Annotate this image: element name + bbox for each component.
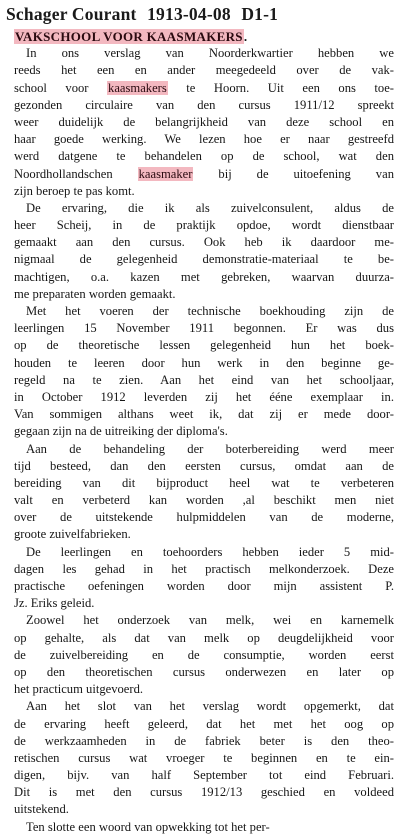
line-text: gezonden circulaire van den cursus 1911/12 spreekt <box>14 97 394 112</box>
text-line <box>14 458 394 475</box>
line-text: practische oefeningen worden door mijn assistent P. <box>14 579 394 593</box>
line-text: in October 1912 leverden zij het ééne exemplaar in. <box>14 389 394 404</box>
text-line <box>14 578 394 595</box>
line-text: gemaakt aan den cursus. Ook heb ik daardoor me- <box>14 235 394 250</box>
text-line <box>14 612 394 629</box>
text-line <box>14 544 394 561</box>
line-text: heer Scheij, in de praktijk opdoe, wordt dienstbaar <box>14 218 394 233</box>
line-text: nigmaal de gelegenheid demonstratie-materiaal te be- <box>14 252 394 267</box>
text-line <box>14 509 394 526</box>
text-line <box>14 406 394 423</box>
text-line <box>14 148 394 165</box>
text-line <box>14 183 394 200</box>
text-line <box>14 372 394 389</box>
line-text: me preparaten worden gemaakt. <box>14 286 176 301</box>
article-clipping <box>14 28 395 834</box>
text-line <box>14 698 394 715</box>
line-text: digen, bijv. van half September tot eind Februari. <box>14 768 394 783</box>
line-text: dagen les gehad in het practisch melkonderzoek. Deze <box>14 561 394 576</box>
title-part-3: . <box>243 29 248 44</box>
text-line <box>14 303 394 320</box>
text-line <box>14 45 394 62</box>
line-text: Aan het slot van het verslag wordt opgemerkt, dat <box>26 699 394 714</box>
text-line <box>14 526 394 543</box>
text-line <box>14 251 394 268</box>
line-text: op den theoretischen cursus onderwezen en later op <box>14 664 394 679</box>
line-text: de ervaring heeft geleerd, dat het met het oog op <box>14 716 394 731</box>
text-line <box>14 664 394 681</box>
line-text: groote zuivelfabrieken. <box>14 527 131 542</box>
line-text: retischen cursus wat vroeger te beginnen en te ein- <box>14 750 394 765</box>
line-text: machtigen, o.a. kazen met gebreken, waarvan duurza- <box>14 269 394 284</box>
line-text: Jz. Eriks geleid. <box>14 596 95 611</box>
title-keyword: KAASMAKERS <box>146 29 243 44</box>
line-text: weer duidelijk de belangrijkheid van deze school en <box>14 114 394 129</box>
text-line <box>14 166 394 183</box>
line-text: de werkzaamheden in de fabriek beter is den theo- <box>14 733 394 748</box>
title-highlight <box>14 29 244 44</box>
article-title <box>14 28 394 45</box>
line-text: op gehalte, als dat van melk op deugdelijkheid voor <box>14 630 394 645</box>
text-line <box>14 320 394 337</box>
line-text: Met het voeren der technische boekhouding zijn de <box>26 304 394 318</box>
text-line <box>14 355 394 372</box>
line-text: Noordhollandschen <box>14 166 138 181</box>
line-text: op de theoretische lessen gelegenheid hun het boek- <box>14 338 394 353</box>
text-line <box>14 131 394 148</box>
text-line <box>14 750 394 767</box>
text-line <box>14 716 394 733</box>
line-text: houden te leeren door hun werk in den beginne ge- <box>14 355 394 370</box>
line-text: In ons verslag van Noorderkwartier hebben we <box>26 46 394 61</box>
text-line <box>14 630 394 647</box>
text-line <box>14 784 394 801</box>
text-line <box>14 595 394 612</box>
line-text: Zoowel het onderzoek van melk, wei en karnemelk <box>26 613 394 628</box>
text-line <box>14 97 394 114</box>
line-text: de zuivelbereiding en de consumptie, worden eerst <box>14 647 394 662</box>
text-line <box>14 269 394 286</box>
text-line <box>14 200 394 217</box>
line-text: Van sommigen althans weet ik, dat zij er mede door- <box>14 407 394 422</box>
line-text: bereiding van dit bijproduct heel wat te verbeteren <box>14 475 394 490</box>
text-line <box>14 234 394 251</box>
text-line <box>14 62 394 79</box>
line-text: Ten slotte een woord van opwekking tot het per- <box>26 819 270 834</box>
line-text: tijd besteed, dan den eersten cursus, omdat aan de <box>14 458 394 473</box>
article-body <box>14 45 394 836</box>
text-line <box>14 389 394 406</box>
line-text: reeds het een en ander meegedeeld over de vak- <box>14 63 394 78</box>
line-text: Aan de behandeling der boterbereiding werd meer <box>26 441 394 456</box>
text-line <box>14 441 394 458</box>
line-text: De ervaring, die ik als zuivelconsulent, aldus de <box>26 200 394 215</box>
line-text: uitstekend. <box>14 802 69 817</box>
line-text: leerlingen 15 November 1911 begonnen. Er was dus <box>14 321 394 336</box>
text-line <box>14 561 394 578</box>
page-ref: D1-1 <box>241 4 279 24</box>
highlighted-keyword: kaasmakers <box>108 80 167 95</box>
text-line <box>14 647 394 664</box>
clipping-header <box>6 4 398 26</box>
line-text: haar goede werking. We lezen hoe er naar gestreefd <box>14 132 394 147</box>
line-text: zijn beroep te pas komt. <box>14 183 135 198</box>
issue-date: 1913-04-08 <box>147 4 231 24</box>
text-line <box>14 114 394 131</box>
text-line <box>14 217 394 234</box>
line-text: over de uitstekende hulpmiddelen van de moderne, <box>14 510 394 525</box>
line-text: De leerlingen en toehoorders hebben ieder 5 mid- <box>26 544 394 559</box>
line-text: Dit is met den cursus 1912/13 geschied en voldeed <box>14 785 394 800</box>
text-line <box>14 286 394 303</box>
line-text: het practicum uitgevoerd. <box>14 682 144 697</box>
text-line <box>14 475 394 492</box>
text-line <box>14 337 394 354</box>
line-text: bij de uitoefening van <box>193 166 394 181</box>
text-line <box>14 423 394 440</box>
text-line <box>14 681 394 698</box>
line-text: werd datgene te behandelen op de school, wat den <box>14 149 394 164</box>
line-text: valt en verbeterd kan worden ,al beschikt men niet <box>14 493 394 508</box>
line-text: te Hoorn. Uit een ons toe- <box>167 80 395 95</box>
text-line <box>14 767 394 784</box>
highlighted-keyword: kaasmaker <box>138 166 193 181</box>
text-line <box>14 492 394 509</box>
line-text: gegaan zijn na de uitreiking der diploma's. <box>14 424 228 439</box>
title-part-1: VAKSCHOOL VOOR <box>15 29 144 44</box>
text-line <box>14 801 394 818</box>
text-line <box>14 733 394 750</box>
newspaper-name: Schager Courant <box>6 4 137 24</box>
text-line <box>14 80 394 97</box>
text-line <box>14 819 394 836</box>
line-text: regeld na te zien. Aan het eind van het schooljaar, <box>14 372 394 387</box>
line-text: school voor <box>14 80 108 95</box>
